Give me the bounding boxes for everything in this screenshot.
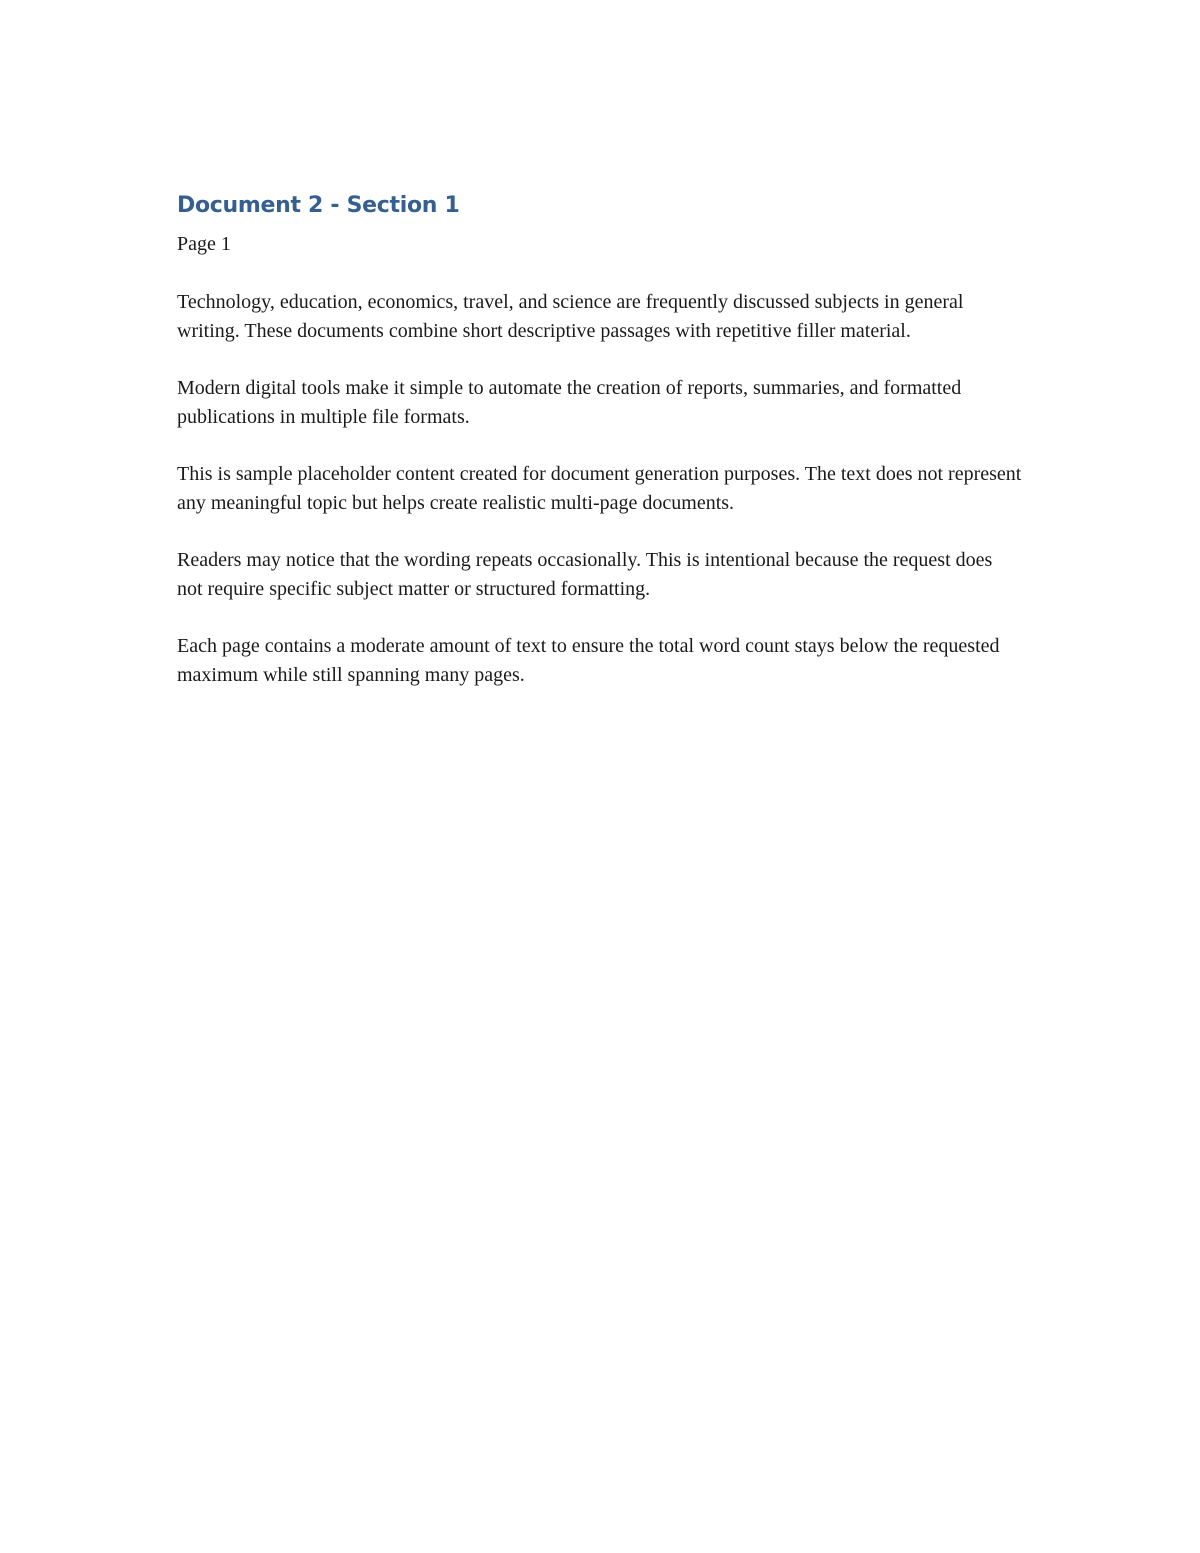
paragraph-5: Each page contains a moderate amount of text to ensure the total word count stays below the requested maximum while still spanning many pages. [177,635,1000,686]
paragraph-4: Readers may notice that the wording repeats occasionally. This is intentional because the request does not require specific subject matter or structured formatting. [177,549,993,600]
paragraph-1: Technology, education, economics, travel, and science are frequently discussed subjects in general writing. These documents combine short descriptive passages with repetitive filler material. [177,291,964,342]
paragraph-3: This is sample placeholder content created for document generation purposes. The text does not represent any meaningful topic but helps create realistic multi-page documents. [177,463,1022,514]
page-label: Page 1 [177,233,231,255]
paragraph-2: Modern digital tools make it simple to automate the creation of reports, summaries, and formatted publications in multiple file formats. [177,377,962,428]
page-content [177,190,1027,690]
section-heading: Document 2 - Section 1 [177,193,460,218]
